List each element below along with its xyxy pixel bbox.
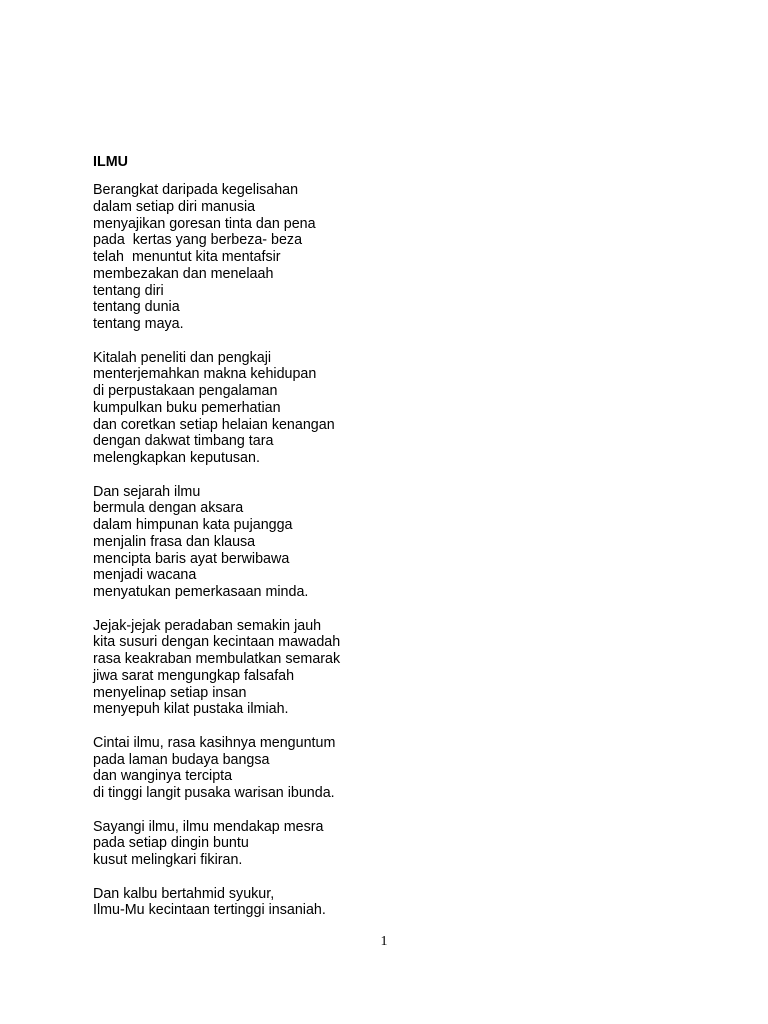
poem-line: Dan kalbu bertahmid syukur,: [93, 885, 275, 902]
poem-line: tentang dunia: [93, 299, 180, 316]
poem-line: Kitalah peneliti dan pengkaji: [93, 349, 272, 366]
poem-line: Jejak-jejak peradaban semakin jauh: [93, 617, 322, 634]
poem-line: kumpulkan buku pemerhatian: [93, 399, 281, 416]
poem-line: kusut melingkari fikiran.: [93, 852, 243, 868]
poem-line: dengan dakwat timbang tara: [93, 433, 274, 450]
poem-line: melengkapkan keputusan.: [93, 450, 260, 466]
poem-line: dalam himpunan kata pujangga: [93, 517, 293, 533]
poem: [93, 152, 653, 936]
poem-title: ILMU: [93, 154, 128, 170]
poem-line: dan wanginya tercipta: [93, 768, 233, 785]
stanza: [93, 484, 653, 601]
poem-line: di perpustakaan pengalaman: [93, 383, 278, 399]
stanza: [93, 886, 653, 920]
poem-line: di tinggi langit pusaka warisan ibunda.: [93, 785, 335, 801]
poem-line: Cintai ilmu, rasa kasihnya menguntum: [93, 734, 336, 751]
poem-line: dalam setiap diri manusia: [93, 198, 256, 215]
poem-line: membezakan dan menelaah: [93, 265, 274, 282]
poem-line: menyatukan pemerkasaan minda.: [93, 584, 309, 600]
poem-line: Sayangi ilmu, ilmu mendakap mesra: [93, 818, 324, 835]
stanza: [93, 618, 653, 719]
page-number-text: 1: [380, 934, 388, 949]
poem-line: Ilmu-Mu kecintaan tertinggi insaniah.: [93, 902, 326, 919]
poem-line: menjalin frasa dan klausa: [93, 533, 256, 550]
poem-line: menyepuh kilat pustaka ilmiah.: [93, 701, 289, 718]
stanza: [93, 350, 653, 467]
poem-line: rasa keakraban membulatkan semarak: [93, 651, 341, 667]
poem-line: menterjemahkan makna kehidupan: [93, 366, 317, 383]
poem-line: pada kertas yang berbeza- beza: [93, 232, 303, 249]
poem-line: tentang maya.: [93, 316, 184, 332]
poem-line: bermula dengan aksara: [93, 500, 244, 517]
poem-line: dan coretkan setiap helaian kenangan: [93, 416, 335, 433]
poem-line: tentang diri: [93, 282, 164, 299]
poem-line: Berangkat daripada kegelisahan: [93, 182, 299, 198]
poem-line: telah menuntut kita mentafsir: [93, 249, 281, 265]
stanza: [93, 819, 653, 869]
poem-line: pada setiap dingin buntu: [93, 835, 249, 852]
stanza: [93, 735, 653, 802]
poem-line: menyelinap setiap insan: [93, 684, 247, 701]
poem-line: menyajikan goresan tinta dan pena: [93, 215, 316, 232]
poem-line: jiwa sarat mengungkap falsafah: [93, 667, 295, 684]
poem-line: Dan sejarah ilmu: [93, 483, 201, 500]
page-number: [0, 934, 768, 950]
stanza: [93, 182, 653, 333]
poem-body: [93, 182, 653, 919]
poem-line: mencipta baris ayat berwibawa: [93, 550, 290, 567]
poem-line: pada laman budaya bangsa: [93, 751, 270, 768]
poem-line: menjadi wacana: [93, 567, 197, 584]
poem-line: kita susuri dengan kecintaan mawadah: [93, 634, 341, 651]
